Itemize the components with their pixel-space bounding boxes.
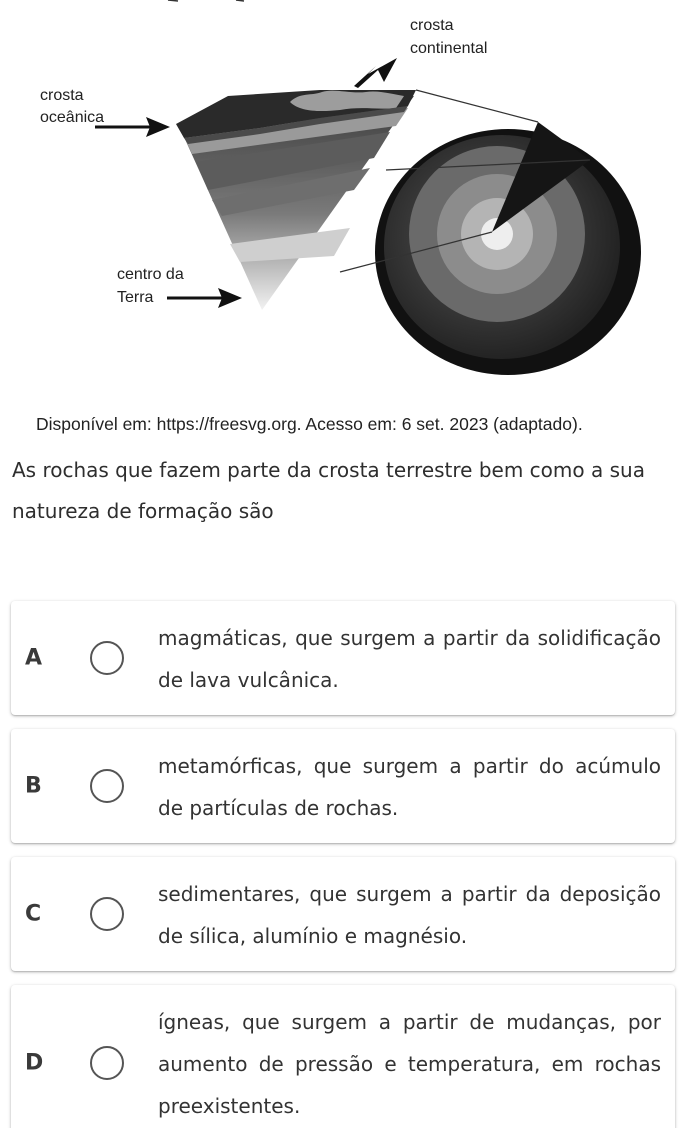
radio-button[interactable] — [90, 769, 124, 803]
radio-button[interactable] — [90, 641, 124, 675]
option-text: magmáticas, que surgem a partir da solidificação de lava vulcânica. — [158, 626, 661, 692]
option-letter: A — [25, 645, 43, 671]
option-text: metamórficas, que surgem a partir do acúmulo de partículas de rochas. — [158, 754, 661, 820]
earth-layers-illustration — [0, 0, 688, 400]
label-continental-line1: crosta — [410, 17, 454, 34]
label-oceanic-line2: oceânica — [40, 109, 105, 126]
option-letter: B — [25, 773, 42, 799]
label-oceanic-line1: crosta — [40, 87, 84, 104]
option-letter: D — [25, 1050, 44, 1076]
option-text: ígneas, que surgem a partir de mudanças, por aumento de pressão e temperatura, em rochas preexistentes. — [158, 1010, 661, 1118]
option-c[interactable] — [11, 857, 675, 971]
option-letter: C — [25, 901, 42, 927]
option-text: sedimentares, que surgem a partir da deposição de sílica, alumínio e magnésio. — [158, 882, 661, 948]
earth-layers-figure — [0, 0, 688, 400]
option-d[interactable] — [11, 985, 675, 1128]
label-center-line1: centro da — [117, 266, 184, 283]
earth-globe — [375, 122, 641, 375]
option-b[interactable] — [11, 729, 675, 843]
option-a[interactable] — [11, 601, 675, 715]
radio-button[interactable] — [90, 897, 124, 931]
radio-button[interactable] — [90, 1046, 124, 1080]
question-text: As rochas que fazem parte da crosta terrestre bem como a sua natureza de formação são — [12, 458, 645, 523]
label-center-line2: Terra — [117, 289, 154, 306]
label-continental-line2: continental — [410, 40, 488, 57]
figure-caption: Disponível em: https://freesvg.org. Acesso em: 6 set. 2023 (adaptado). — [36, 414, 583, 434]
